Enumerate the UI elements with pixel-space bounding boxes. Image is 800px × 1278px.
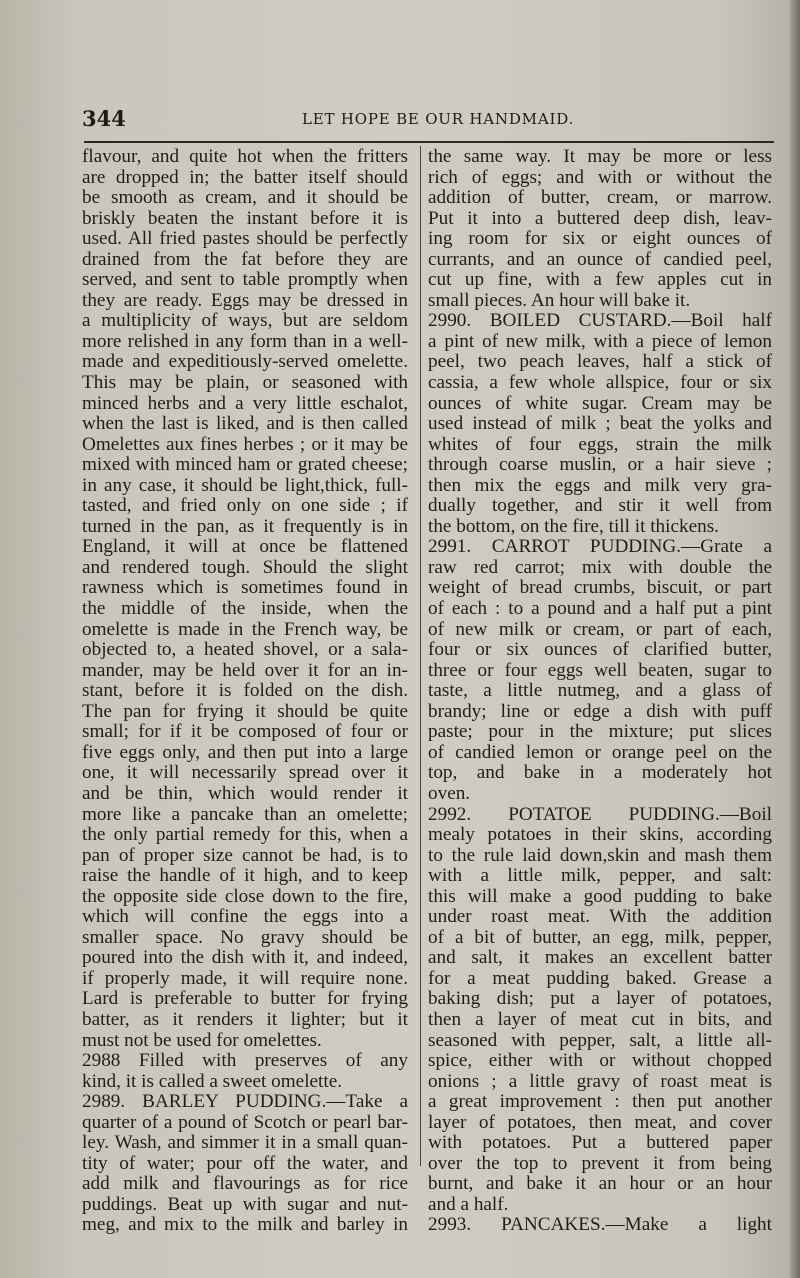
text-line: omelette is made in the French way, be bbox=[82, 618, 408, 640]
text-line: of new milk or cream, or part of each, bbox=[428, 618, 772, 640]
text-line: Lard is preferable to butter for frying bbox=[82, 988, 408, 1010]
column-divider bbox=[420, 146, 421, 1166]
text-line: small; for if it be composed of four or bbox=[82, 721, 408, 743]
text-line: ing room for six or eight ounces of bbox=[428, 228, 772, 250]
text-line: through coarse muslin, or a hair sieve ; bbox=[428, 454, 772, 476]
text-line: poured into the dish with it, and indeed, bbox=[82, 947, 408, 969]
text-line: over the top to prevent it from being bbox=[428, 1152, 772, 1174]
text-line: objected to, a heated shovel, or a sala- bbox=[82, 639, 408, 661]
text-line: raw red carrot; mix with double the bbox=[428, 556, 772, 578]
text-line: three or four eggs well beaten, sugar to bbox=[428, 659, 772, 681]
text-line: Put it into a buttered deep dish, leav- bbox=[428, 207, 772, 229]
text-line: top, and bake in a moderately hot bbox=[428, 762, 772, 784]
text-line: weight of bread crumbs, biscuit, or part bbox=[428, 577, 772, 599]
text-line: the bottom, on the fire, till it thickens. bbox=[428, 515, 719, 537]
text-line: raise the handle of it high, and to keep bbox=[82, 865, 408, 887]
text-line: cut up fine, with a few apples cut in bbox=[428, 269, 772, 291]
text-line: spice, either with or without chopped bbox=[428, 1050, 772, 1072]
left-column bbox=[82, 147, 408, 1236]
text-line: under roast meat. With the addition bbox=[428, 906, 772, 928]
text-line: pan of proper size cannot be had, is to bbox=[82, 844, 408, 866]
page-number: 344 bbox=[82, 106, 126, 131]
text-line: smaller space. No gravy should be bbox=[82, 926, 408, 948]
text-line: England, it will at once be flattened bbox=[82, 536, 408, 558]
text-line: meg, and mix to the milk and barley in bbox=[82, 1214, 408, 1236]
text-line: be smooth as cream, and it should be bbox=[82, 187, 408, 209]
text-line: This may be plain, or seasoned with bbox=[82, 372, 408, 394]
text-line: more like a pancake than an omelette; bbox=[82, 803, 408, 825]
text-line: whites of four eggs, strain the milk bbox=[428, 433, 772, 455]
text-line: 2990. BOILED CUSTARD.—Boil half bbox=[428, 310, 772, 332]
text-line: stant, before it is folded on the dish. bbox=[82, 680, 408, 702]
text-line: addition of butter, cream, or marrow. bbox=[428, 187, 772, 209]
text-line: in any case, it should be light,thick, full- bbox=[82, 474, 408, 496]
text-line: and rendered tough. Should the slight bbox=[82, 556, 408, 578]
text-line: five eggs only, and then put into a large bbox=[82, 741, 408, 763]
text-line: the opposite side close down to the fire, bbox=[82, 885, 408, 907]
text-line: if properly made, it will require none. bbox=[82, 967, 408, 989]
text-line: the only partial remedy for this, when a bbox=[82, 824, 408, 846]
text-line: The pan for frying it should be quite bbox=[82, 700, 408, 722]
text-line: flavour, and quite hot when the fritters bbox=[82, 146, 408, 167]
text-line: cassia, a few whole allspice, four or six bbox=[428, 372, 772, 394]
text-line: mealy potatoes in their skins, according bbox=[428, 824, 772, 846]
text-line: of candied lemon or orange peel on the bbox=[428, 741, 772, 763]
text-line: are dropped in; the batter itself should bbox=[82, 166, 408, 188]
text-line: of each : to a pound and a half put a pint bbox=[428, 598, 772, 620]
text-line: which will confine the eggs into a bbox=[82, 906, 408, 928]
text-line: taste, a little nutmeg, and a glass of bbox=[428, 680, 772, 702]
text-line: 2992. POTATOE PUDDING.—Boil bbox=[428, 803, 772, 825]
text-line: served, and sent to table promptly when bbox=[82, 269, 408, 291]
text-line: peel, two peach leaves, half a stick of bbox=[428, 351, 772, 373]
text-line: and salt, it makes an excellent batter bbox=[428, 947, 772, 969]
text-line: briskly beaten the instant before it is bbox=[82, 207, 408, 229]
text-line: turned in the pan, as it frequently is in bbox=[82, 515, 408, 537]
header-rule bbox=[84, 141, 774, 143]
text-line: with a little milk, pepper, and salt: bbox=[428, 865, 772, 887]
text-line: to the rule laid down,skin and mash them bbox=[428, 844, 772, 866]
text-line: rawness which is sometimes found in bbox=[82, 577, 408, 599]
running-head-title: LET HOPE BE OUR HANDMAID. bbox=[302, 110, 575, 128]
text-line: they are ready. Eggs may be dressed in bbox=[82, 289, 408, 311]
text-line: a great improvement : then put another bbox=[428, 1091, 772, 1113]
text-line: this will make a good pudding to bake bbox=[428, 885, 772, 907]
text-line: ley. Wash, and simmer it in a small quan- bbox=[82, 1132, 408, 1154]
text-line: one, it will necessarily spread over it bbox=[82, 762, 408, 784]
text-line: rich of eggs; and with or without the bbox=[428, 166, 772, 188]
text-line: the same way. It may be more or less bbox=[428, 146, 772, 167]
text-line: made and expeditiously-served omelette. bbox=[82, 351, 408, 373]
right-column bbox=[428, 147, 772, 1236]
text-line: batter, as it renders it lighter; but it bbox=[82, 1008, 408, 1030]
text-line: used instead of milk ; beat the yolks and bbox=[428, 413, 772, 435]
text-line: a multiplicity of ways, but are seldom bbox=[82, 310, 408, 332]
text-line: kind, it is called a sweet omelette. bbox=[82, 1070, 343, 1092]
text-line: paste; pour in the mixture; put slices bbox=[428, 721, 772, 743]
text-line: add milk and flavourings as for rice bbox=[82, 1173, 408, 1195]
text-line: for a meat pudding baked. Grease a bbox=[428, 967, 772, 989]
text-line: when the last is liked, and is then called bbox=[82, 413, 408, 435]
text-line: drained from the fat before they are bbox=[82, 248, 408, 270]
text-line: quarter of a pound of Scotch or pearl bar- bbox=[82, 1111, 408, 1133]
text-line: then mix the eggs and milk very gra- bbox=[428, 474, 772, 496]
text-line: used. All fried pastes should be perfectly bbox=[82, 228, 408, 250]
running-head bbox=[82, 106, 772, 132]
page-edge-shadow bbox=[790, 0, 800, 1278]
text-line: layer of potatoes, then meat, and cover bbox=[428, 1111, 772, 1133]
text-line: more relished in any form than in a well- bbox=[82, 330, 408, 352]
text-line: 2989. BARLEY PUDDING.—Take a bbox=[82, 1091, 408, 1113]
text-line: oven. bbox=[428, 782, 471, 804]
text-line: ounces of white sugar. Cream may be bbox=[428, 392, 772, 414]
text-line: 2993. PANCAKES.—Make a light bbox=[428, 1214, 772, 1236]
text-line: and a half. bbox=[428, 1193, 509, 1215]
text-line: with potatoes. Put a buttered paper bbox=[428, 1132, 772, 1154]
text-line: 2988 Filled with preserves of any bbox=[82, 1050, 408, 1072]
text-line: mander, may be held over it for an in- bbox=[82, 659, 408, 681]
text-line: brandy; line or edge a dish with puff bbox=[428, 700, 772, 722]
text-line: mixed with minced ham or grated cheese; bbox=[82, 454, 408, 476]
text-line: puddings. Beat up with sugar and nut- bbox=[82, 1193, 408, 1215]
text-line: onions ; a little gravy of roast meat is bbox=[428, 1070, 772, 1092]
text-line: burnt, and bake it an hour or an hour bbox=[428, 1173, 772, 1195]
text-line: the middle of the inside, when the bbox=[82, 598, 408, 620]
text-line: baking dish; put a layer of potatoes, bbox=[428, 988, 772, 1010]
text-line: of a bit of butter, an egg, milk, pepper, bbox=[428, 926, 772, 948]
text-line: dually together, and stir it well from bbox=[428, 495, 772, 517]
text-line: and be thin, which would render it bbox=[82, 782, 408, 804]
text-line: a pint of new milk, with a piece of lemon bbox=[428, 330, 772, 352]
text-line: 2991. CARROT PUDDING.—Grate a bbox=[428, 536, 772, 558]
text-line: then a layer of meat cut in bits, and bbox=[428, 1008, 772, 1030]
text-line: currants, and an ounce of candied peel, bbox=[428, 248, 772, 270]
text-line: seasoned with pepper, salt, a little all- bbox=[428, 1029, 772, 1051]
text-line: Omelettes aux fines herbes ; or it may be bbox=[82, 433, 408, 455]
text-line: tity of water; pour off the water, and bbox=[82, 1152, 408, 1174]
text-line: minced herbs and a very little eschalot, bbox=[82, 392, 408, 414]
text-line: must not be used for omelettes. bbox=[82, 1029, 322, 1051]
text-line: small pieces. An hour will bake it. bbox=[428, 289, 691, 311]
text-line: four or six ounces of clarified butter, bbox=[428, 639, 772, 661]
text-line: tasted, and fried only on one side ; if bbox=[82, 495, 408, 517]
